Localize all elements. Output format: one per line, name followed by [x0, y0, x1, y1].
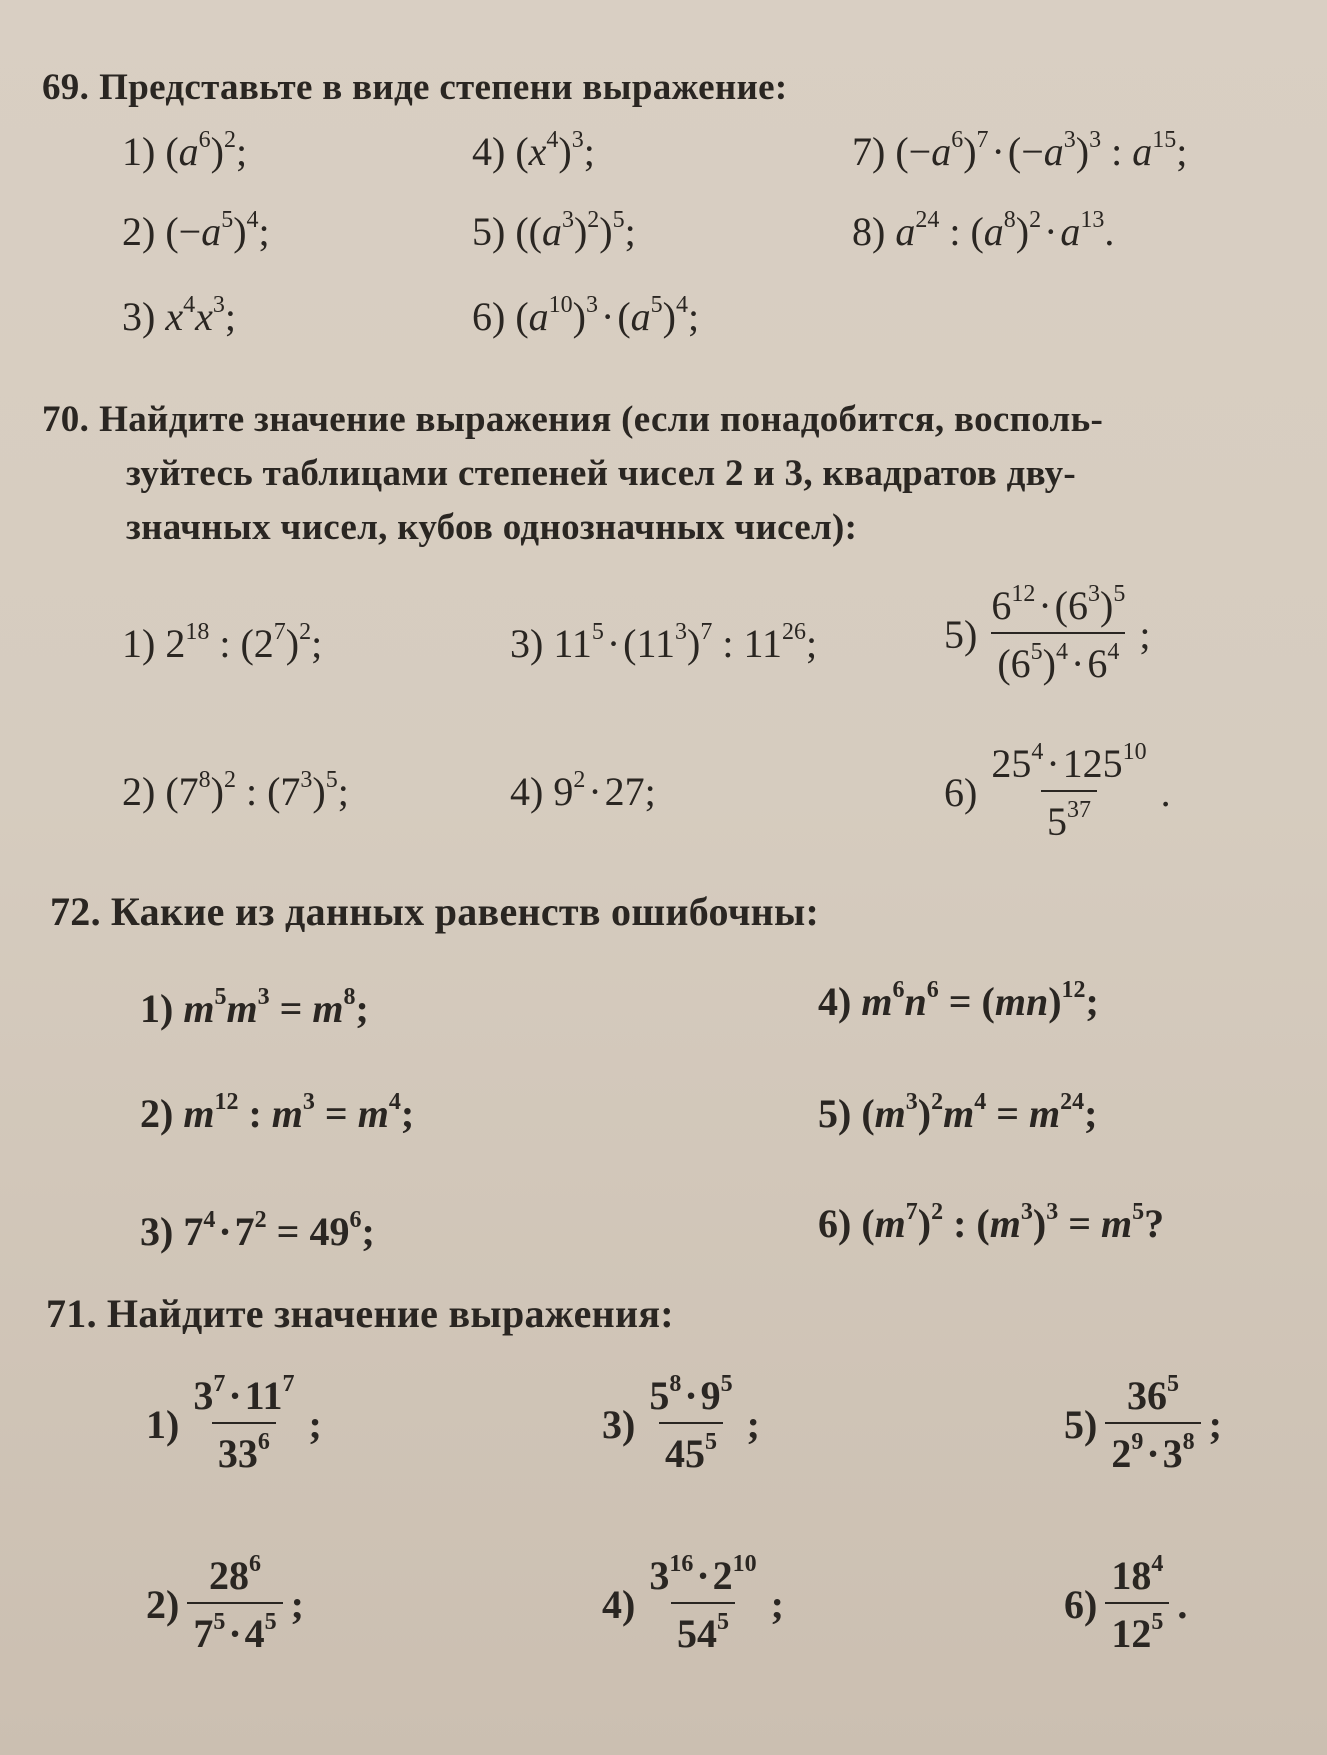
fraction: [187, 1552, 282, 1657]
problem-71-heading: [46, 1290, 674, 1337]
p69-item-2: [122, 208, 270, 255]
item-expression: $(m^7)^2$ : $(m^3)^3 = m^5$?: [861, 1199, 1165, 1246]
item-punctuation: .: [1177, 1582, 1188, 1627]
p71-item-1: [146, 1372, 322, 1477]
fraction-numerator: $25^4\cdot 125^{10}$: [991, 739, 1147, 786]
p71-item-5: [1064, 1372, 1222, 1477]
problem-71-number: 71.: [46, 1291, 97, 1336]
fraction: [643, 1372, 738, 1477]
fraction-numerator: $6^{12}\cdot(6^3)^5$: [991, 581, 1126, 628]
item-label: 4): [602, 1582, 636, 1627]
p70-item-4: [510, 768, 656, 815]
p69-item-4: [472, 128, 595, 175]
p71-item-2: [146, 1552, 304, 1657]
problem-70-heading: [42, 398, 1103, 441]
item-label: 3): [140, 1209, 174, 1254]
item-expression: $(m^3)^2m^4 = m^{24}$;: [861, 1089, 1098, 1136]
item-label: 2): [146, 1582, 180, 1627]
item-label: 6): [818, 1201, 852, 1246]
fraction-numerator: $3^{16}\cdot 2^{10}$: [649, 1551, 757, 1598]
item-label: 2): [122, 209, 156, 254]
problem-69-number: 69.: [42, 67, 90, 108]
fraction-denominator: $54^5$: [671, 1602, 735, 1657]
problem-69-title: Представьте в виде степени выражение:: [99, 67, 788, 108]
p71-item-4: [602, 1552, 784, 1657]
fraction: [985, 740, 1152, 845]
item-expression: $m^6n^6 = (mn)^{12}$;: [861, 977, 1099, 1024]
fraction-denominator: $33^6$: [212, 1422, 276, 1477]
p72-item-1: [140, 985, 369, 1032]
p71-item-3: [602, 1372, 760, 1477]
problem-70-line-2: зуйтесь таблицами степеней чисел 2 и 3, квадратов дву-: [126, 453, 1077, 494]
problem-72-heading: [50, 888, 819, 935]
fraction: [1105, 1372, 1200, 1477]
item-label: 2): [140, 1091, 174, 1136]
fraction: [1105, 1552, 1169, 1657]
p69-item-3: [122, 293, 236, 340]
item-label: 6): [472, 294, 506, 339]
fraction: [643, 1552, 762, 1657]
problem-72-number: 72.: [50, 889, 101, 934]
item-punctuation: ;: [746, 1402, 760, 1447]
item-label: 5): [818, 1091, 852, 1136]
problem-70-line-1: Найдите значение выражения (если понадобится, восполь-: [99, 399, 1104, 440]
item-expression: $a^{24}$ : $(a^8)^2\cdot a^{13}$.: [895, 207, 1115, 254]
item-label: 4): [472, 129, 506, 174]
p72-item-3: [140, 1208, 375, 1255]
fraction-denominator: $2^9\cdot 3^8$: [1105, 1422, 1200, 1477]
p69-item-5: [472, 208, 636, 255]
p69-item-8: [852, 208, 1114, 255]
p70-item-6: [944, 740, 1171, 845]
item-label: 6): [944, 770, 978, 815]
item-label: 1): [146, 1402, 180, 1447]
fraction-numerator: $3^7\cdot 11^7$: [193, 1371, 295, 1418]
item-label: 4): [510, 769, 544, 814]
p72-item-4: [818, 978, 1099, 1025]
fraction-denominator: $5^{37}$: [1041, 790, 1097, 845]
item-label: 5): [1064, 1402, 1098, 1447]
fraction-numerator: $28^6$: [209, 1551, 261, 1598]
item-expression: $m^5m^3 = m^8$;: [183, 984, 369, 1031]
item-expression: $(-a^5)^4$;: [165, 207, 270, 254]
p70-item-5: [944, 582, 1150, 687]
item-label: 7): [852, 129, 886, 174]
item-label: 3): [122, 294, 156, 339]
item-expression: $((a^3)^2)^5$;: [515, 207, 636, 254]
item-punctuation: ;: [1208, 1402, 1222, 1447]
p72-item-5: [818, 1090, 1097, 1137]
item-label: 6): [1064, 1582, 1098, 1627]
p72-item-2: [140, 1090, 414, 1137]
p69-item-7: [852, 128, 1187, 175]
fraction-denominator: $45^5$: [659, 1422, 723, 1477]
problem-71-title: Найдите значение выражения:: [106, 1291, 674, 1336]
p71-item-6: [1064, 1552, 1187, 1657]
fraction: [187, 1372, 300, 1477]
problem-72-title: Какие из данных равенств ошибочны:: [110, 889, 820, 934]
fraction-denominator: $(6^5)^4\cdot 6^4$: [991, 632, 1125, 687]
item-punctuation: .: [1160, 770, 1171, 815]
item-punctuation: ;: [308, 1402, 322, 1447]
fraction: [985, 582, 1131, 687]
p69-item-1: [122, 128, 247, 175]
item-label: 3): [602, 1402, 636, 1447]
fraction-denominator: $7^5\cdot 4^5$: [187, 1602, 282, 1657]
item-punctuation: ;: [770, 1582, 784, 1627]
item-punctuation: ;: [1139, 612, 1151, 657]
problem-70-number: 70.: [42, 399, 90, 440]
item-label: 1): [122, 621, 156, 666]
item-label: 8): [852, 209, 886, 254]
problem-69-heading: [42, 66, 787, 109]
problem-70-line-3: значных чисел, кубов однозначных чисел):: [126, 507, 858, 548]
fraction-denominator: $12^5$: [1105, 1602, 1169, 1657]
item-expression: $x^4x^3$;: [165, 292, 236, 339]
item-expression: $9^2\cdot 27$;: [553, 767, 656, 814]
item-expression: $7^4\cdot 7^2 = 49^6$;: [183, 1207, 375, 1254]
p69-item-6: [472, 293, 699, 340]
item-label: 5): [472, 209, 506, 254]
item-expression: $m^{12}$ : $m^3 = m^4$;: [183, 1089, 415, 1136]
p70-item-2: [122, 768, 349, 815]
item-label: 5): [944, 612, 978, 657]
item-label: 3): [510, 621, 544, 666]
fraction-numerator: $5^8\cdot 9^5$: [649, 1371, 733, 1418]
item-label: 4): [818, 979, 852, 1024]
item-expression: $(a^6)^2$;: [165, 127, 248, 174]
p70-item-3: [510, 620, 817, 667]
item-expression: $(-a^6)^7\cdot(-a^3)^3$ : $a^{15}$;: [895, 127, 1188, 174]
item-punctuation: ;: [290, 1582, 304, 1627]
fraction-numerator: $18^4$: [1111, 1551, 1164, 1598]
item-expression: $(a^{10})^3\cdot(a^5)^4$;: [515, 292, 700, 339]
item-expression: $11^5\cdot(11^3)^7$ : $11^{26}$;: [553, 619, 818, 666]
fraction-numerator: $36^5$: [1127, 1371, 1179, 1418]
item-expression: $2^{18}$ : $(2^7)^2$;: [165, 619, 323, 666]
item-label: 1): [140, 986, 174, 1031]
item-expression: $(x^4)^3$;: [515, 127, 595, 174]
p72-item-6: [818, 1200, 1164, 1247]
item-label: 1): [122, 129, 156, 174]
item-label: 2): [122, 769, 156, 814]
item-expression: $(7^8)^2$ : $(7^3)^5$;: [165, 767, 349, 814]
p70-item-1: [122, 620, 322, 667]
